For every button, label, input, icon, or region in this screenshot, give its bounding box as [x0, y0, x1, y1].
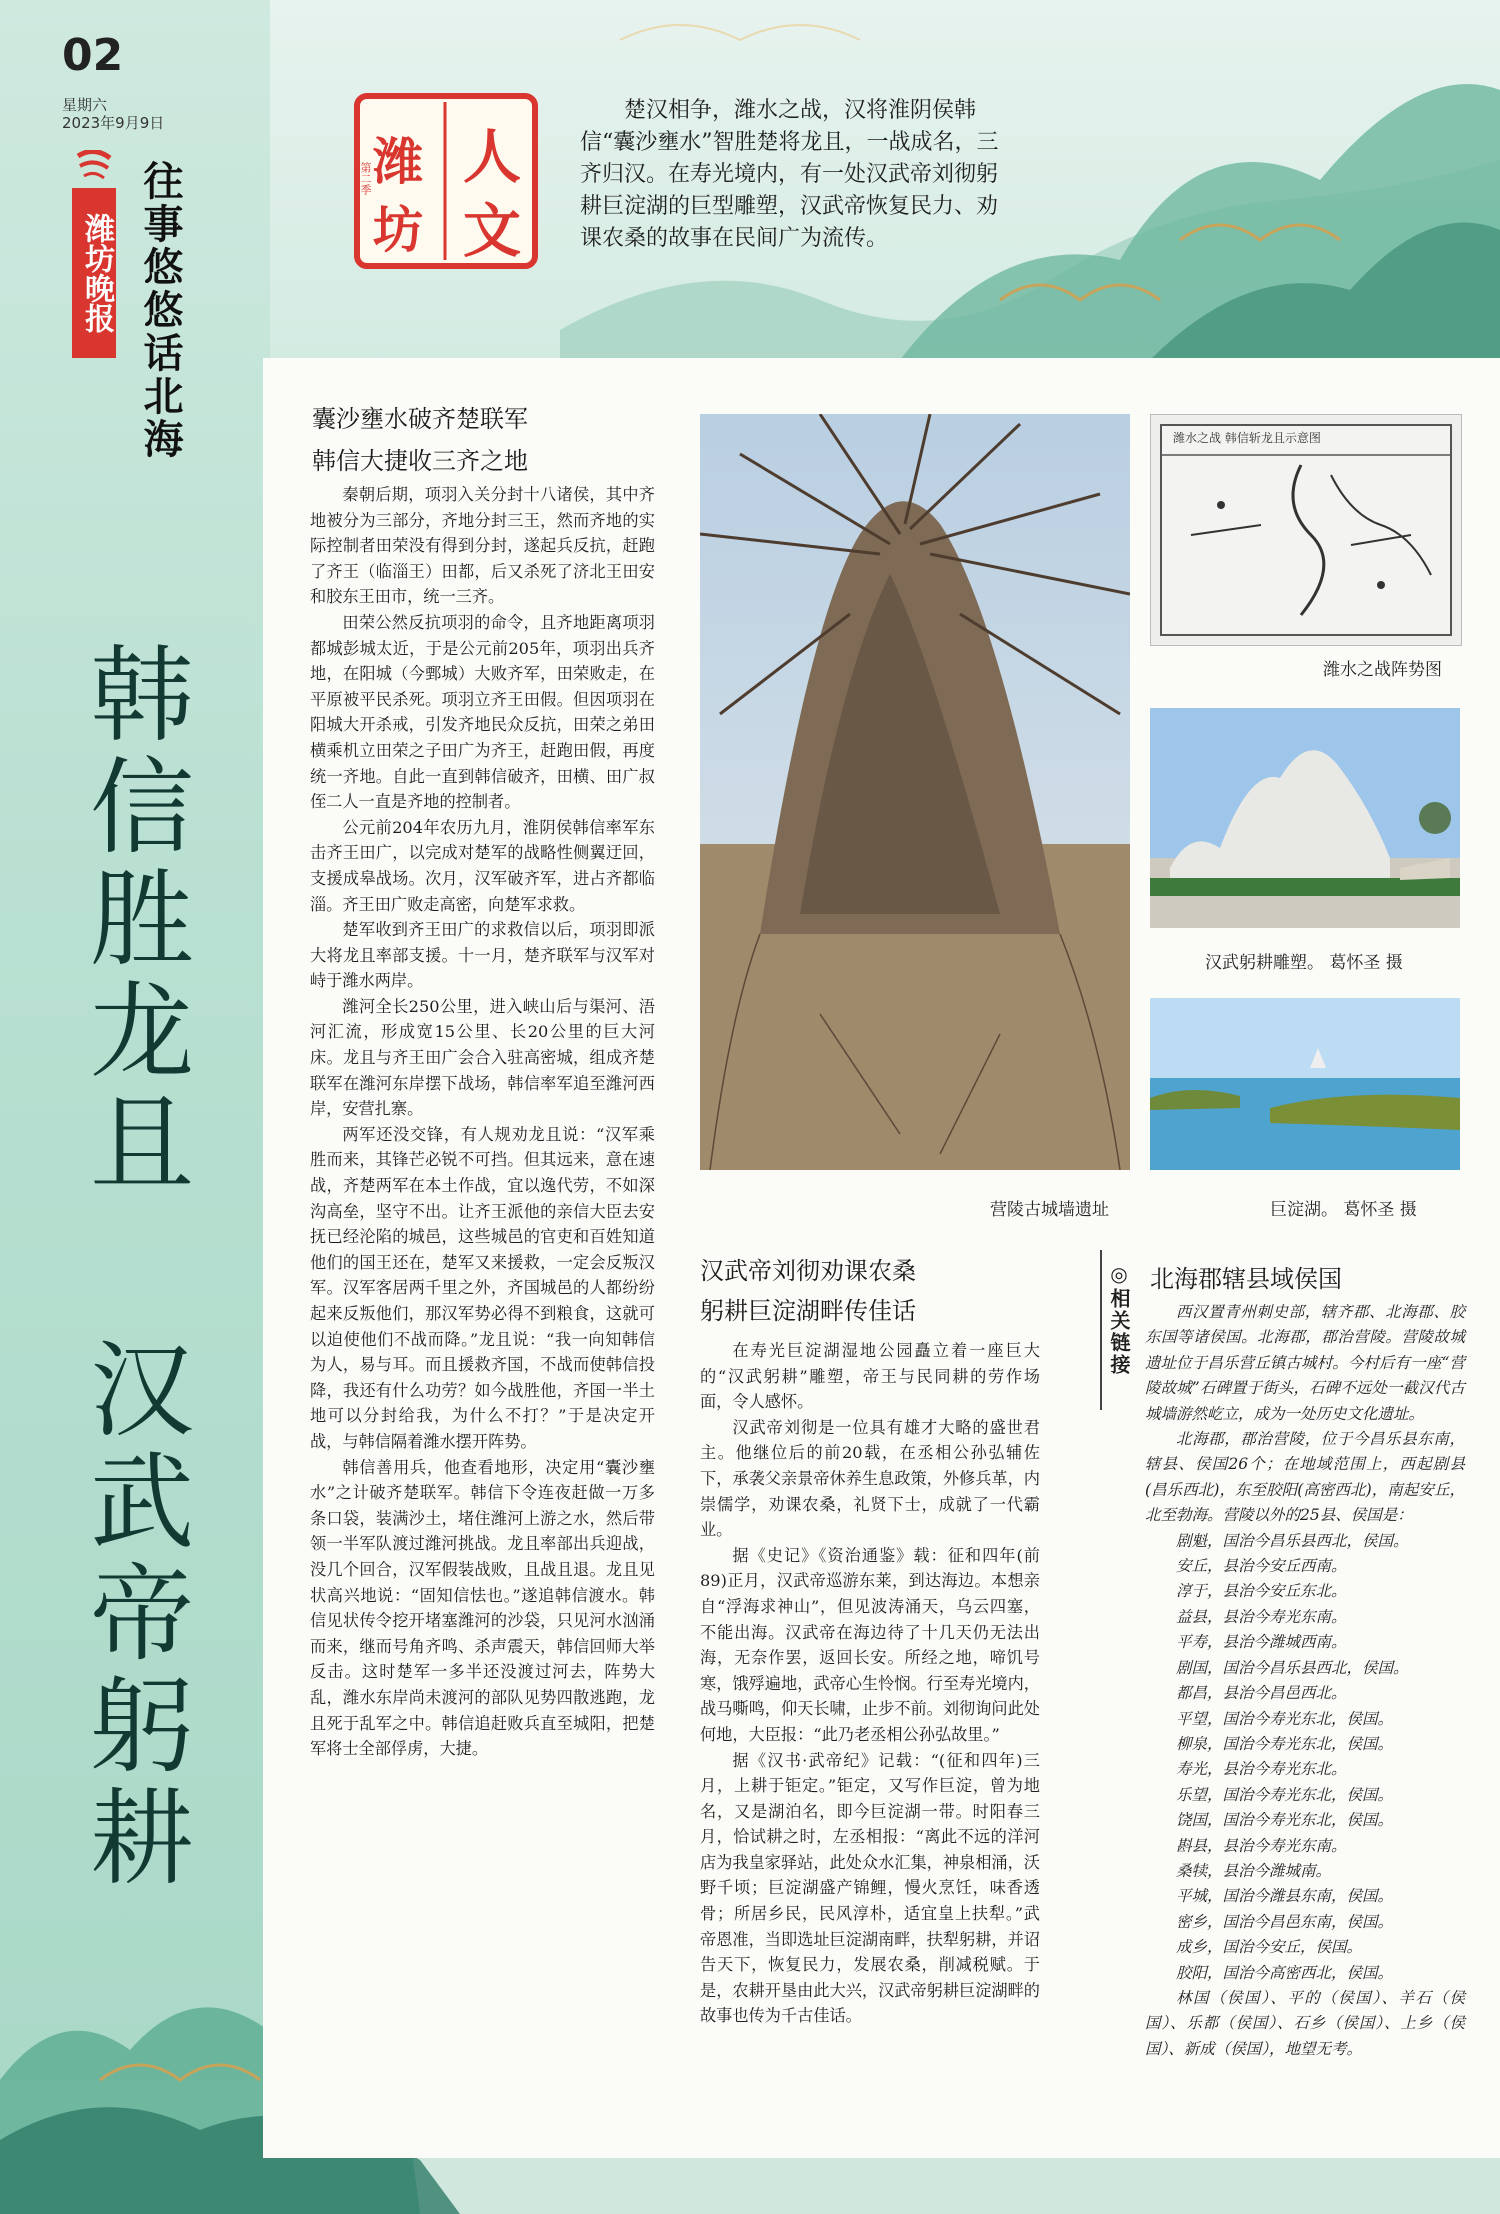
related-paragraph: 西汉置青州刺史部，辖齐郡、北海郡、胶东国等诸侯国。北海郡，郡治营陵。营陵故城遗址位于昌乐营丘镇古城村。今村后有一座“营陵故城”石碑置于街头，石碑不远处一截汉代古城墙游然屹立，成为一处历史文化遗址。 [1145, 1303, 1465, 1423]
related-body [1145, 1300, 1465, 2062]
article1-paragraph: 韩信善用兵，他查看地形，决定用“囊沙壅水”之计破齐楚联军。韩信下令连夜赶做一万多条口袋，装满沙土，堵住潍河上游之水，然后带领一半军队渡过潍河挑战。龙且率部出兵迎战，没几个回合，汉军假装战败，且战且退。龙且见状高兴地说：“固知信怯也。”遂追韩信渡水。韩信见状传令挖开堵塞潍河的沙袋，只见河水汹涌而来，继而号角齐鸣、杀声震天，韩信回师大举反击。这时楚军一多半还没渡过河去，阵势大乱，潍水东岸尚未渡河的部队见势四散逃跑，龙且死于乱军之中。韩信追赶败兵直至城阳，把楚军将士全部俘虏，大捷。 [310, 1457, 655, 1759]
city-wall-photo [700, 414, 1130, 1170]
seal-char-ren: 人 [463, 123, 522, 191]
statue-image-icon [1150, 708, 1460, 928]
article2-paragraph: 在寿光巨淀湖湿地公园矗立着一座巨大的“汉武躬耕”雕塑，帝王与民同耕的劳作场面，令人感怀。 [700, 1341, 1040, 1412]
city-wall-caption: 营陵古城墙遗址 [990, 1200, 1109, 1220]
article2-title-line1: 汉武帝刘彻劝课农桑 [700, 1257, 916, 1285]
related-list-item: 平寿，县治今潍城西南。 [1176, 1633, 1347, 1652]
headline-emperor-wu: 汉武帝躬耕 [72, 1335, 194, 1895]
article2-title-line2: 躬耕巨淀湖畔传佳话 [700, 1297, 916, 1325]
battle-map-title: 潍水之战 韩信斩龙且示意图 [1173, 431, 1321, 445]
related-link-label: ◎相关链接 [1107, 1262, 1131, 1376]
related-list-item: 林国（侯国）、平的（侯国）、羊石（侯国）、乐都（侯国）、石乡（侯国）、上乡（侯国）、新成（侯国），地望无考。 [1145, 1988, 1465, 2058]
article2-paragraph: 据《史记》《资治通鉴》载：征和四年(前89)正月，汉武帝巡游东莱，到达海边。本想亲自“浮海求神山”，但见波涛涌天，乌云四塞，不能出海。汉武帝在海边待了十几天仍无法出海，无奈作罢，返回长安。所经之地，啼饥号寒，饿殍遍地，武帝心生怜悯。行至寿光境内，战马嘶鸣，仰天长啸，止步不前。刘彻询问此处何地，大臣报：“此乃老丞相公孙弘故里。” [700, 1545, 1040, 1744]
battle-map-image-icon [1151, 415, 1461, 645]
related-list-item: 安丘，县治今安丘西南。 [1176, 1557, 1347, 1576]
newspaper-logo-icon [74, 150, 114, 184]
weekday: 星期六 [62, 96, 108, 114]
intro-paragraph: 楚汉相争，潍水之战，汉将淮阴侯韩信“囊沙壅水”智胜楚将龙且，一战成名，三齐归汉。在寿光境内，有一处汉武帝刘彻躬耕巨淀湖的巨型雕塑，汉武帝恢复民力、劝课农桑的故事在民间广为流传。 [580, 98, 999, 251]
related-list-item: 柳泉，国治今寿光东北，侯国。 [1176, 1734, 1394, 1753]
seal-char-fang: 坊 [373, 201, 423, 259]
column-title: 往事悠悠话北海 [137, 160, 183, 461]
related-list-item: 益县，县治今寿光东南。 [1176, 1607, 1347, 1626]
article1-paragraph: 楚军收到齐王田广的求救信以后，项羽即派大将龙且率部支援。十一月，楚齐联军与汉军对峙于潍水两岸。 [310, 920, 655, 991]
newspaper-logo: 潍坊晚报 [72, 188, 116, 358]
related-list-item: 密乡，国治今昌邑东南，侯国。 [1176, 1912, 1394, 1931]
related-list-item: 饶国，国治今寿光东北，侯国。 [1176, 1811, 1394, 1830]
page-number: 02 [62, 30, 124, 81]
related-list-item: 乐望，国治今寿光东北，侯国。 [1176, 1785, 1394, 1804]
related-list-item: 斟县，县治今寿光东南。 [1176, 1836, 1347, 1855]
headline-han-xin: 韩信胜龙且 [72, 640, 194, 1200]
related-list-item: 寿光，县治今寿光东北。 [1176, 1760, 1347, 1779]
article1-paragraph: 田荣公然反抗项羽的命令，且齐地距离项羽都城彭城太近，于是公元前205年，项羽出兵齐地，在阳城（今鄄城）大败齐军，田荣败走，在平原被平民杀死。项羽立齐王田假。但因项羽在阳城大开杀戒，引发齐地民众反抗，田荣之弟田横乘机立田荣之子田广为齐王，赶跑田假，再度统一齐地。自此一直到韩信破齐，田横、田广叔侄二人一直是齐地的控制者。 [310, 612, 655, 812]
article1-body [310, 482, 655, 1762]
article1-title-line2: 韩信大捷收三齐之地 [312, 447, 528, 475]
related-list-item: 剧魁，国治今昌乐县西北，侯国。 [1176, 1531, 1409, 1550]
related-list-item: 淳于，县治今安丘东北。 [1176, 1582, 1347, 1601]
lake-image-icon [1150, 998, 1460, 1170]
lake-photo [1150, 998, 1460, 1170]
city-wall-image-icon [700, 414, 1130, 1170]
related-list-item: 成乡，国治今安丘，侯国。 [1176, 1938, 1363, 1957]
related-list-item: 都昌，县治今昌邑西北。 [1176, 1684, 1347, 1703]
article1-title-line1: 囊沙壅水破齐楚联军 [312, 405, 528, 433]
article1-paragraph: 公元前204年农历九月，淮阴侯韩信率军东击齐王田广，以完成对楚军的战略性侧翼迂回，支援成皋战场。次月，汉军破齐军，进占齐都临淄。齐王田广败走高密，向楚军求救。 [310, 817, 655, 914]
article1-paragraph: 两军还没交锋，有人规劝龙且说：“汉军乘胜而来，其锋芒必锐不可挡。但其远来，意在速战，齐楚两军在本土作战，宜以逸代劳，不如深沟高垒，坚守不出。让齐王派他的亲信大臣去安抚已经沦陷的城邑，这些城邑的官吏和百姓知道他们的国王还在，楚军又来援救，一定会反叛汉军。汉军客居两千里之外，齐国城邑的人都纷纷起来反叛他们，那汉军势必得不到粮食，这就可以迫使他们不战而降。”龙且说：“我一向知韩信为人，易与耳。而且援救齐国，不战而使韩信投降，我还有什么功劳？如今战胜他，齐国一半土地可以分封给我，为什么不打？”于是决定开战，与韩信隔着潍水摆开阵势。 [310, 1124, 655, 1451]
seal-char-wen: 文 [463, 197, 522, 265]
article1-paragraph: 秦朝后期，项羽入关分封十八诸侯，其中齐地被分为三部分，齐地分封三王，然而齐地的实际控制者田荣没有得到分封，遂起兵反抗，赶跑了齐王（临淄王）田都，后又杀死了济北王田安和胶东王田市，统一三齐。 [310, 485, 655, 607]
seal-season: 第二季 [359, 162, 372, 195]
article1-paragraph: 潍河全长250公里，进入峡山后与渠河、浯河汇流，形成宽15公里、长20公里的巨大河床。龙且与齐王田广会合入驻高密城，组成齐楚联军在潍河东岸摆下战场，韩信率军追至潍河西岸，安营扎寨。 [310, 996, 655, 1119]
related-list-item: 桑犊，县治今潍城南。 [1176, 1861, 1332, 1880]
issue-date: 2023年9月9日 [62, 114, 165, 132]
related-list-item: 平望，国治今寿光东北，侯国。 [1176, 1709, 1394, 1728]
battle-map-caption: 潍水之战阵势图 [1323, 660, 1442, 680]
lake-caption: 巨淀湖。 葛怀圣 摄 [1270, 1200, 1417, 1220]
statue-photo [1150, 708, 1460, 928]
statue-caption: 汉武躬耕雕塑。 葛怀圣 摄 [1205, 953, 1403, 973]
article2-body [700, 1338, 1040, 2029]
seal-char-wei: 潍 [373, 133, 423, 191]
related-divider [1100, 1250, 1102, 1410]
related-paragraph: 北海郡，郡治营陵，位于今昌乐县东南，辖县、侯国26个；在地域范围上，西起剧县(昌乐西北)，东至胶阳(高密西北)，南起安丘，北至勃海。营陵以外的25县、侯国是： [1145, 1430, 1465, 1525]
related-list-item: 胶阳，国治今高密西北，侯国。 [1176, 1963, 1394, 1982]
related-list-item: 平城，国治今潍县东南，侯国。 [1176, 1887, 1394, 1906]
battle-map-photo [1150, 414, 1462, 646]
related-list-item: 剧国，国治今昌乐县西北，侯国。 [1176, 1658, 1409, 1677]
article2-paragraph: 汉武帝刘彻是一位具有雄才大略的盛世君主。他继位后的前20载，在丞相公孙弘辅佐下，承袭父亲景帝休养生息政策，外修兵革，内崇儒学，劝课农桑，礼贤下士，成就了一代霸业。 [700, 1417, 1040, 1540]
related-title: 北海郡辖县域侯国 [1150, 1265, 1342, 1293]
column-seal [353, 92, 539, 270]
article2-paragraph: 据《汉书·武帝纪》记载：“(征和四年)三月，上耕于钜定。”钜定，又写作巨淀，曾为地名，又是湖泊名，即今巨淀湖一带。时阳春三月，恰试耕之时，左丞相报：“离此不远的洋河店为我皇家驿站，此处众水汇集，神泉相涌，沃野千顷；巨淀湖盛产锦鲤，慢火烹饪，味香透骨；所居乡民，民风淳朴，适宜皇上扶犁。”武帝恩准，当即选址巨淀湖南畔，扶犁躬耕，并诏告天下，恢复民力，发展农桑，削减税赋。于是，农耕开垦由此大兴，汉武帝躬耕巨淀湖畔的故事也传为千古佳话。 [700, 1750, 1040, 2026]
